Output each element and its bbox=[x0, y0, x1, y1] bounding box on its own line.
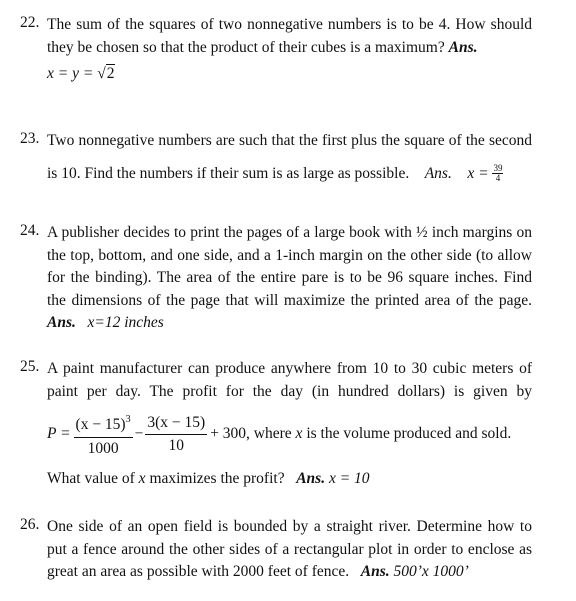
problem-text-line: the top, bottom, and one side, and a 1-inch margin on the other side (to allow bbox=[47, 246, 532, 264]
formula-tail: + 300, where bbox=[210, 425, 292, 443]
fraction-numerator: 3(x − 15) bbox=[145, 412, 207, 436]
problem-number: 23. bbox=[20, 130, 40, 147]
answer-label: Ans. bbox=[424, 164, 452, 182]
answer-text: x = y = bbox=[47, 65, 98, 82]
answer-text: x = 10 bbox=[328, 470, 370, 487]
sqrt-symbol: √2 bbox=[97, 65, 115, 82]
formula-lhs: P = bbox=[47, 425, 71, 443]
minus-sign: − bbox=[134, 425, 144, 443]
fraction-numerator: (x − 15) bbox=[75, 416, 126, 433]
problem-text-line: A paint manufacturer can produce anywhere from 10 to 30 cubic meters of bbox=[47, 360, 532, 377]
problem-text-line: One side of an open field is bounded by a straight river. Determine how to bbox=[47, 518, 532, 535]
problem-text-line bbox=[47, 163, 532, 186]
formula-tail-2: is the volume produced and sold. bbox=[306, 425, 512, 443]
question-text: What value of bbox=[47, 470, 135, 487]
problem-text-line: the dimensions of the page that will maximize the printed area of the page. bbox=[47, 291, 532, 309]
problem-text-line: paint per day. The profit for the day (in hundred dollars) is given by bbox=[47, 382, 532, 400]
answer-text: 500’x 1000’ bbox=[393, 563, 469, 580]
problem-text-line: Two nonnegative numbers are such that the first plus the square of the second bbox=[47, 132, 532, 149]
answer-text: x=12 inches bbox=[87, 314, 164, 331]
question-line bbox=[47, 468, 532, 491]
exponent: 3 bbox=[125, 414, 131, 425]
fraction-denominator: 4 bbox=[495, 173, 501, 184]
problem-number: 24. bbox=[20, 222, 40, 239]
answer-label: Ans. bbox=[47, 314, 76, 331]
problem-text-line: for the binding). The area of the entire pare is to be 96 square inches. Find bbox=[47, 269, 532, 286]
answer-text: x = bbox=[467, 164, 489, 182]
formula-fraction-2 bbox=[145, 412, 207, 458]
question-text: maximizes the profit? bbox=[149, 470, 285, 487]
problem-22 bbox=[20, 14, 532, 86]
formula-var: x bbox=[295, 425, 303, 443]
problem-number: 22. bbox=[20, 14, 40, 31]
problem-26 bbox=[20, 516, 532, 584]
problem-text: great an area as possible with 2000 feet of fence. bbox=[47, 563, 350, 580]
answer-line bbox=[47, 312, 532, 335]
answer-fraction bbox=[492, 164, 503, 183]
problem-text-line: The sum of the squares of two nonnegative numbers is to be 4. How should bbox=[47, 16, 532, 33]
radicand: 2 bbox=[106, 65, 115, 82]
problem-text-line bbox=[47, 37, 532, 60]
question-var: x bbox=[138, 470, 146, 487]
problem-24 bbox=[20, 222, 532, 335]
problem-23 bbox=[20, 130, 532, 185]
fraction-numerator: 39 bbox=[493, 163, 503, 174]
fraction-denominator: 1000 bbox=[87, 439, 119, 457]
answer-label: Ans. bbox=[360, 563, 390, 580]
answer-label: Ans. bbox=[296, 470, 326, 487]
problem-text-line: put a fence around the other sides of a rectangular plot in order to enclose as bbox=[47, 540, 532, 558]
problem-number: 25. bbox=[20, 358, 40, 375]
answer-label: Ans. bbox=[448, 38, 478, 56]
profit-formula bbox=[47, 409, 532, 460]
problem-text: they be chosen so that the product of their cubes is a maximum? bbox=[47, 38, 445, 56]
problem-text-line: A publisher decides to print the pages of a large book with ½ inch margins on bbox=[47, 224, 532, 241]
problem-25 bbox=[20, 358, 532, 491]
problem-text-line bbox=[47, 561, 532, 584]
fraction-denominator: 10 bbox=[168, 437, 185, 454]
formula-fraction-1 bbox=[74, 409, 133, 460]
answer-line bbox=[47, 63, 532, 86]
problem-text: is 10. Find the numbers if their sum is as large as possible. bbox=[47, 164, 410, 182]
problem-number: 26. bbox=[20, 516, 40, 533]
